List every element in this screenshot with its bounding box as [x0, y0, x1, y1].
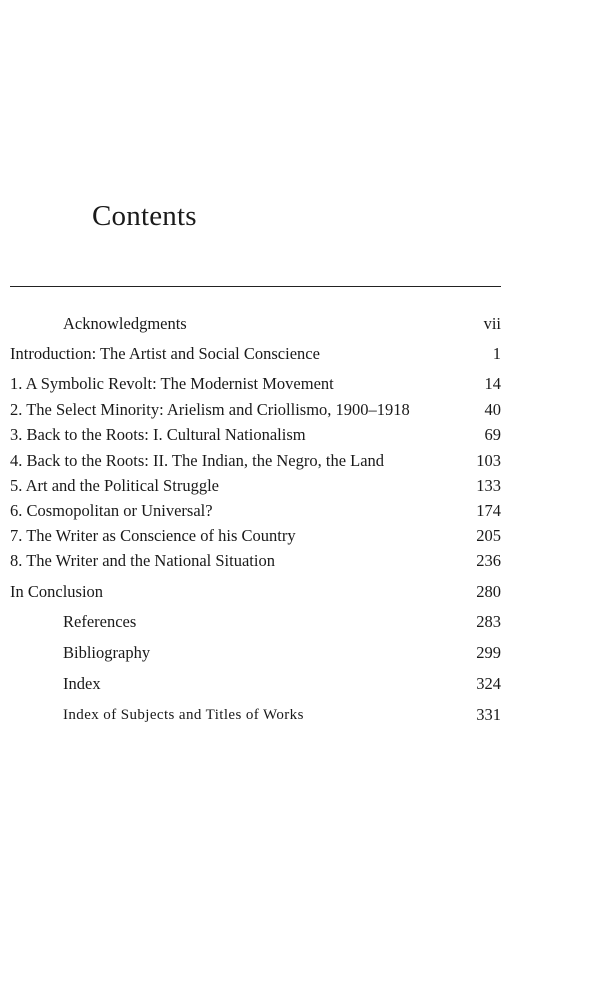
toc-entry-acknowledgments	[10, 313, 501, 335]
toc-entry-page: 236	[476, 551, 501, 570]
toc-entry-label: 2. The Select Minority: Arielism and Criollismo, 1900–1918	[10, 400, 410, 419]
toc-entry-label: Index of Subjects and Titles of Works	[63, 707, 304, 723]
toc-entry-label: 4. Back to the Roots: II. The Indian, the Negro, the Land	[10, 451, 385, 470]
toc-entry-label: Acknowledgments	[63, 314, 187, 333]
title-divider	[10, 286, 501, 287]
toc-entry-references	[10, 611, 501, 633]
toc-entry-label: In Conclusion	[10, 582, 104, 601]
toc-entry-page: 69	[484, 425, 501, 444]
toc-entry-page: 324	[476, 674, 501, 693]
toc-entry-conclusion	[10, 581, 501, 603]
toc-entry-chapter-6	[10, 500, 501, 522]
toc-entry-label: References	[63, 612, 137, 631]
toc-entry-bibliography	[10, 642, 501, 664]
toc-entry-chapter-7	[10, 525, 501, 547]
toc-entry-chapter-1	[10, 373, 501, 395]
toc-entry-label: 5. Art and the Political Struggle	[10, 476, 219, 495]
toc-entry-page: 299	[476, 643, 501, 662]
toc-entry-page: 205	[476, 526, 501, 545]
toc-entry-label: Bibliography	[63, 643, 151, 662]
toc-entry-index	[10, 673, 501, 695]
toc-entry-label: 8. The Writer and the National Situation	[10, 551, 275, 570]
toc-entry-page: 103	[476, 451, 501, 470]
toc-entry-page: 133	[476, 476, 501, 495]
toc-entry-chapter-4	[10, 450, 501, 472]
toc-entry-label: Introduction: The Artist and Social Conscience	[10, 344, 320, 363]
toc-entry-label: 1. A Symbolic Revolt: The Modernist Movement	[10, 374, 334, 393]
toc-entry-index-of-subjects	[10, 704, 501, 726]
toc-entry-chapter-5	[10, 475, 501, 497]
toc-entry-page: vii	[483, 314, 501, 333]
toc-entry-label: 6. Cosmopolitan or Universal?	[10, 501, 213, 520]
toc-entry-page: 40	[484, 400, 501, 419]
toc-entry-chapter-2	[10, 399, 501, 421]
toc-entry-chapter-3	[10, 424, 501, 446]
toc-entry-label: Index	[63, 674, 101, 693]
toc-entry-introduction	[10, 343, 501, 365]
page-title: Contents	[92, 200, 197, 232]
toc-entry-page: 283	[476, 612, 501, 631]
toc-entry-page: 174	[476, 501, 501, 520]
toc-entry-page: 280	[476, 582, 501, 601]
toc-entry-page: 14	[484, 374, 501, 393]
toc-entry-label: 7. The Writer as Conscience of his Country	[10, 526, 296, 545]
toc-entry-page: 331	[476, 705, 501, 724]
toc-entry-chapter-8	[10, 550, 501, 572]
toc-entry-page: 1	[492, 344, 501, 363]
toc-entry-label: 3. Back to the Roots: I. Cultural Nationalism	[10, 425, 306, 444]
